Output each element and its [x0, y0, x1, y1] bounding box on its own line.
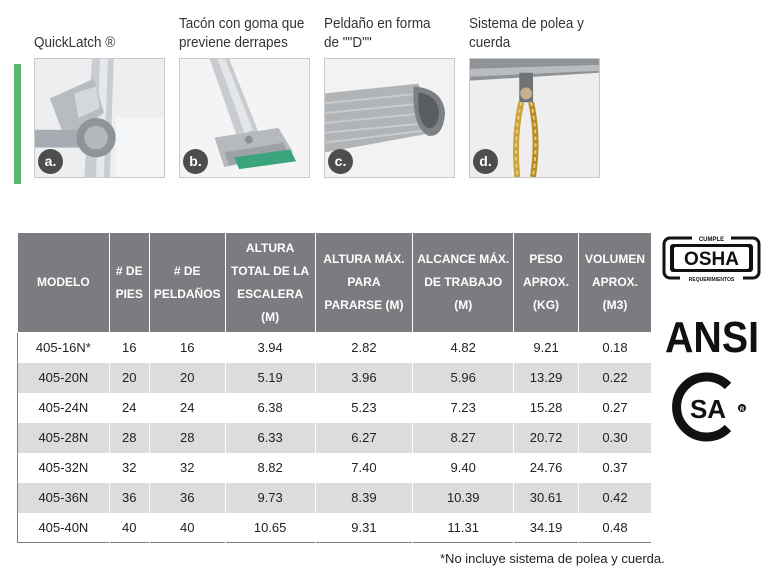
cell-model: 405-24N	[18, 393, 110, 423]
table-header-row	[18, 233, 652, 333]
spec-table	[17, 232, 652, 543]
cell-rungs: 20	[149, 363, 225, 393]
svg-text:R: R	[739, 407, 745, 413]
cell-volume: 0.42	[579, 483, 652, 513]
cell-max-standing: 6.27	[315, 423, 413, 453]
cell-max-standing: 8.39	[315, 483, 413, 513]
cell-total-height: 8.82	[225, 453, 315, 483]
cell-total-height: 6.38	[225, 393, 315, 423]
cell-model: 405-36N	[18, 483, 110, 513]
feature-caption	[469, 12, 595, 58]
header-volumen: VOLUMEN APROX. (M3)	[579, 233, 652, 333]
header-pies: # DE PIES	[109, 233, 149, 333]
cell-total-height: 6.33	[225, 423, 315, 453]
cell-total-height: 3.94	[225, 333, 315, 363]
ansi-logo	[662, 308, 762, 358]
badge-c: c.	[328, 149, 353, 174]
cell-weight: 9.21	[514, 333, 579, 363]
svg-text:OSHA: OSHA	[684, 249, 739, 270]
cell-rungs: 32	[149, 453, 225, 483]
caption-line: Tacón con goma que	[179, 15, 305, 32]
cell-max-reach: 11.31	[413, 513, 514, 543]
feature-caption	[34, 12, 160, 58]
cell-weight: 24.76	[514, 453, 579, 483]
cell-feet: 24	[109, 393, 149, 423]
cell-rungs: 24	[149, 393, 225, 423]
cell-max-reach: 10.39	[413, 483, 514, 513]
feature-photo	[179, 58, 310, 178]
table-row	[18, 333, 652, 363]
feature-d-rung	[324, 12, 464, 178]
svg-text:ANSI: ANSI	[665, 313, 759, 358]
cell-model: 405-20N	[18, 363, 110, 393]
header-altura-max: ALTURA MÁX. PARA PARARSE (M)	[315, 233, 413, 333]
cell-rungs: 40	[149, 513, 225, 543]
cell-max-reach: 8.27	[413, 423, 514, 453]
cell-model: 405-28N	[18, 423, 110, 453]
cell-weight: 15.28	[514, 393, 579, 423]
svg-text:REQUERIMIENTOS: REQUERIMIENTOS	[688, 277, 735, 283]
cell-rungs: 16	[149, 333, 225, 363]
table-row	[18, 453, 652, 483]
feature-caption	[179, 12, 305, 58]
cell-volume: 0.48	[579, 513, 652, 543]
cell-model: 405-32N	[18, 453, 110, 483]
header-peso: PESO APROX. (KG)	[514, 233, 579, 333]
cell-rungs: 28	[149, 423, 225, 453]
header-modelo: MODELO	[18, 233, 110, 333]
caption-line: Sistema de polea y	[469, 15, 584, 32]
cell-feet: 28	[109, 423, 149, 453]
csa-logo	[672, 372, 752, 442]
footnote: *No incluye sistema de polea y cuerda.	[440, 551, 665, 566]
cell-feet: 32	[109, 453, 149, 483]
cell-model: 405-16N*	[18, 333, 110, 363]
cell-weight: 30.61	[514, 483, 579, 513]
cell-max-standing: 3.96	[315, 363, 413, 393]
osha-logo	[662, 228, 761, 288]
cell-weight: 20.72	[514, 423, 579, 453]
cell-feet: 36	[109, 483, 149, 513]
feature-photo	[324, 58, 455, 178]
cell-volume: 0.18	[579, 333, 652, 363]
cell-feet: 40	[109, 513, 149, 543]
cell-max-standing: 7.40	[315, 453, 413, 483]
svg-text:SA: SA	[689, 394, 727, 424]
feature-pulley	[469, 12, 609, 178]
table-row	[18, 393, 652, 423]
svg-text:CUMPLE: CUMPLE	[698, 237, 725, 243]
table-row	[18, 363, 652, 393]
cell-feet: 16	[109, 333, 149, 363]
header-peldanos: # DE PELDAÑOS	[149, 233, 225, 333]
cell-max-reach: 7.23	[413, 393, 514, 423]
cell-max-reach: 5.96	[413, 363, 514, 393]
cell-weight: 13.29	[514, 363, 579, 393]
header-alcance-max: ALCANCE MÁX. DE TRABAJO (M)	[413, 233, 514, 333]
caption-line: Peldaño en forma	[324, 15, 431, 32]
caption-line: QuickLatch ®	[34, 34, 116, 51]
cell-max-standing: 2.82	[315, 333, 413, 363]
feature-quicklatch	[34, 12, 174, 178]
cell-max-reach: 4.82	[413, 333, 514, 363]
cell-volume: 0.27	[579, 393, 652, 423]
cell-weight: 34.19	[514, 513, 579, 543]
cell-max-standing: 9.31	[315, 513, 413, 543]
accent-bar	[14, 64, 21, 184]
table-row	[18, 423, 652, 453]
feature-caption	[324, 12, 450, 58]
cell-volume: 0.37	[579, 453, 652, 483]
caption-line: cuerda	[469, 34, 511, 51]
cell-volume: 0.22	[579, 363, 652, 393]
table-row	[18, 483, 652, 513]
cell-feet: 20	[109, 363, 149, 393]
badge-d: d.	[473, 149, 498, 174]
cell-max-standing: 5.23	[315, 393, 413, 423]
cell-total-height: 10.65	[225, 513, 315, 543]
cell-total-height: 9.73	[225, 483, 315, 513]
caption-line: de ""D""	[324, 34, 372, 51]
feature-photo	[469, 58, 600, 178]
cell-max-reach: 9.40	[413, 453, 514, 483]
cell-rungs: 36	[149, 483, 225, 513]
badge-a: a.	[38, 149, 63, 174]
caption-line: previene derrapes	[179, 34, 288, 51]
cell-volume: 0.30	[579, 423, 652, 453]
badge-b: b.	[183, 149, 208, 174]
feature-photo	[34, 58, 165, 178]
cell-total-height: 5.19	[225, 363, 315, 393]
table-row	[18, 513, 652, 543]
header-altura-total: ALTURA TOTAL DE LA ESCALERA (M)	[225, 233, 315, 333]
cell-model: 405-40N	[18, 513, 110, 543]
feature-rubber-foot	[179, 12, 319, 178]
